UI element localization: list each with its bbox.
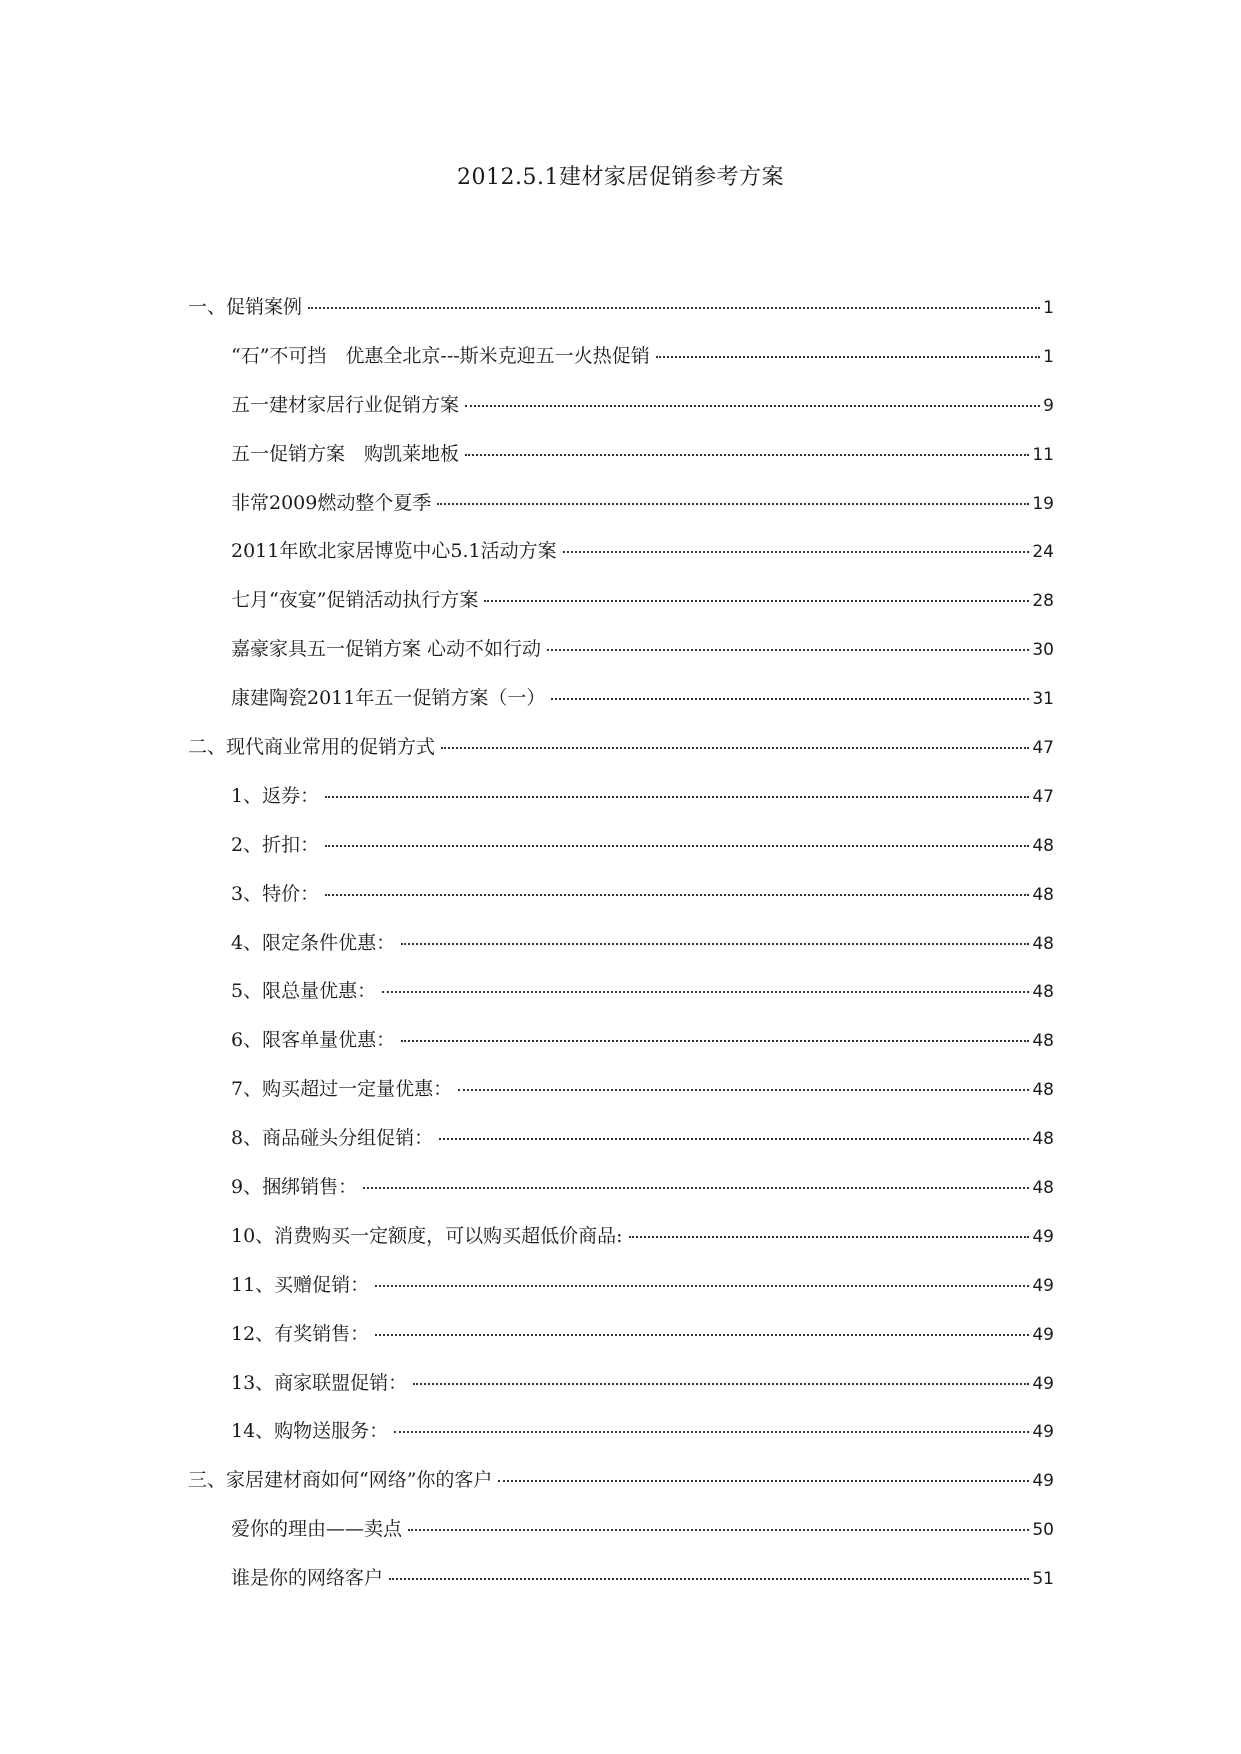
toc-dot-leader bbox=[375, 1285, 1029, 1287]
toc-entry[interactable] bbox=[188, 488, 1054, 537]
toc-dot-leader bbox=[656, 356, 1040, 358]
toc-dot-leader bbox=[458, 1089, 1029, 1091]
toc-dot-leader bbox=[551, 698, 1029, 700]
toc-entry[interactable] bbox=[188, 928, 1054, 977]
toc-dot-leader bbox=[325, 894, 1029, 896]
toc-entry-title: 8、商品碰头分组促销： bbox=[231, 1127, 434, 1150]
toc-dot-leader bbox=[382, 991, 1029, 993]
toc-page-number: 49 bbox=[1032, 1422, 1054, 1443]
toc-page-number: 49 bbox=[1032, 1373, 1054, 1394]
toc-entry-title: 二、现代商业常用的促销方式 bbox=[188, 736, 436, 759]
toc-dot-leader bbox=[629, 1236, 1030, 1238]
toc-entry[interactable] bbox=[188, 976, 1054, 1025]
toc-page-number: 49 bbox=[1032, 1226, 1054, 1247]
toc-page-number: 48 bbox=[1032, 884, 1054, 905]
toc-entry-title: 3、特价： bbox=[231, 882, 320, 905]
toc-entry-title: 康建陶瓷2011年五一促销方案（一） bbox=[231, 687, 546, 710]
toc-page-number: 11 bbox=[1032, 444, 1054, 465]
toc-entry-title: 嘉豪家具五一促销方案 心动不如行动 bbox=[231, 638, 542, 661]
toc-dot-leader bbox=[413, 1383, 1029, 1385]
toc-dot-leader bbox=[437, 503, 1029, 505]
toc-entry-title: 5、限总量优惠： bbox=[231, 980, 377, 1003]
toc-page-number: 47 bbox=[1032, 786, 1054, 807]
toc-page-number: 19 bbox=[1032, 493, 1054, 514]
toc-page-number: 48 bbox=[1032, 1031, 1054, 1052]
toc-entry[interactable] bbox=[188, 1319, 1054, 1368]
toc-entry-title: 12、有奖销售： bbox=[231, 1322, 370, 1345]
toc-page-number: 51 bbox=[1032, 1569, 1054, 1590]
toc-dot-leader bbox=[325, 796, 1029, 798]
toc-page-number: 48 bbox=[1032, 933, 1054, 954]
toc-entry[interactable] bbox=[188, 1270, 1054, 1319]
toc-dot-leader bbox=[389, 1578, 1029, 1580]
toc-entry[interactable] bbox=[188, 1514, 1054, 1563]
toc-entry[interactable] bbox=[188, 732, 1054, 781]
toc-dot-leader bbox=[465, 405, 1040, 407]
toc-entry[interactable] bbox=[188, 1123, 1054, 1172]
toc-entry[interactable] bbox=[188, 292, 1054, 341]
toc-entry-title: 13、商家联盟促销： bbox=[231, 1371, 408, 1394]
toc-page-number: 1 bbox=[1043, 346, 1054, 367]
toc-page-number: 48 bbox=[1032, 1080, 1054, 1101]
toc-page-number: 48 bbox=[1032, 835, 1054, 856]
toc-entry[interactable] bbox=[188, 1172, 1054, 1221]
toc-entry-title: 五一建材家居行业促销方案 bbox=[231, 393, 460, 416]
toc-entry[interactable] bbox=[188, 1025, 1054, 1074]
toc-dot-leader bbox=[439, 1138, 1029, 1140]
toc-dot-leader bbox=[363, 1187, 1029, 1189]
toc-page-number: 49 bbox=[1032, 1471, 1054, 1492]
toc-entry[interactable] bbox=[188, 341, 1054, 390]
toc-entry[interactable] bbox=[188, 1221, 1054, 1270]
toc-dot-leader bbox=[325, 845, 1029, 847]
toc-entry-title: 七月“夜宴”促销活动执行方案 bbox=[231, 589, 479, 612]
toc-entry-title: 爱你的理由——卖点 bbox=[231, 1518, 403, 1541]
toc-entry-title: 9、捆绑销售： bbox=[231, 1176, 358, 1199]
toc-entry-title: 11、买赠促销： bbox=[231, 1273, 370, 1296]
toc-page-number: 28 bbox=[1032, 591, 1054, 612]
toc-dot-leader bbox=[441, 747, 1029, 749]
toc-dot-leader bbox=[408, 1529, 1029, 1531]
toc-entry[interactable] bbox=[188, 1368, 1054, 1417]
toc-entry-title: 非常2009燃动整个夏季 bbox=[231, 491, 432, 514]
toc-page-number: 48 bbox=[1032, 1129, 1054, 1150]
toc-entry[interactable] bbox=[188, 1465, 1054, 1514]
toc-entry[interactable] bbox=[188, 683, 1054, 732]
toc-entry[interactable] bbox=[188, 830, 1054, 879]
toc-entry-title: 4、限定条件优惠： bbox=[231, 931, 396, 954]
toc-entry[interactable] bbox=[188, 634, 1054, 683]
toc-dot-leader bbox=[563, 551, 1030, 553]
toc-entry[interactable] bbox=[188, 781, 1054, 830]
toc-entry-title: 三、家居建材商如何“网络”你的客户 bbox=[188, 1469, 493, 1492]
toc-entry[interactable] bbox=[188, 536, 1054, 585]
toc-dot-leader bbox=[308, 307, 1040, 309]
toc-entry[interactable] bbox=[188, 585, 1054, 634]
toc-entry-title: “石”不可挡 优惠全北京---斯米克迎五一火热促销 bbox=[231, 344, 650, 367]
toc-entry-title: 谁是你的网络客户 bbox=[231, 1567, 384, 1590]
toc-page-number: 1 bbox=[1043, 298, 1054, 318]
toc-page-number: 47 bbox=[1032, 738, 1054, 759]
toc-page-number: 24 bbox=[1032, 542, 1054, 563]
toc-entry-title: 2011年欧北家居博览中心5.1活动方案 bbox=[231, 540, 557, 563]
toc-entry-title: 6、限客单量优惠： bbox=[231, 1029, 396, 1052]
toc-entry-title: 一、促销案例 bbox=[188, 296, 303, 318]
toc-entry-title: 10、消费购买一定额度，可以购买超低价商品: bbox=[231, 1224, 623, 1247]
toc-entry[interactable] bbox=[188, 439, 1054, 488]
toc-entry-title: 14、购物送服务： bbox=[231, 1420, 389, 1443]
toc-dot-leader bbox=[401, 943, 1029, 945]
toc-entry[interactable] bbox=[188, 1074, 1054, 1123]
toc-dot-leader bbox=[394, 1431, 1029, 1433]
toc-entry-title: 7、购买超过一定量优惠： bbox=[231, 1078, 453, 1101]
toc-dot-leader bbox=[465, 454, 1029, 456]
toc-page-number: 30 bbox=[1032, 640, 1054, 661]
toc-entry[interactable] bbox=[188, 879, 1054, 928]
toc-entry-title: 1、返券： bbox=[231, 784, 320, 807]
toc-entry[interactable] bbox=[188, 1416, 1054, 1465]
toc-page-number: 9 bbox=[1043, 395, 1054, 416]
toc-page-number: 48 bbox=[1032, 1178, 1054, 1199]
toc-dot-leader bbox=[375, 1334, 1029, 1336]
toc-entry-title: 2、折扣： bbox=[231, 833, 320, 856]
toc-dot-leader bbox=[484, 600, 1029, 602]
toc-dot-leader bbox=[547, 649, 1029, 651]
document-title: 2012.5.1建材家居促销参考方案 bbox=[457, 165, 784, 190]
toc-entry-title: 五一促销方案 购凯莱地板 bbox=[231, 442, 460, 465]
toc-page-number: 31 bbox=[1032, 689, 1054, 710]
toc-page-number: 49 bbox=[1032, 1275, 1054, 1296]
toc-dot-leader bbox=[498, 1480, 1029, 1482]
toc-page-number: 49 bbox=[1032, 1324, 1054, 1345]
toc-entry[interactable] bbox=[188, 390, 1054, 439]
toc-dot-leader bbox=[401, 1040, 1029, 1042]
table-of-contents bbox=[188, 292, 1054, 1612]
toc-page-number: 50 bbox=[1032, 1520, 1054, 1541]
toc-entry[interactable] bbox=[188, 1563, 1054, 1612]
toc-page-number: 48 bbox=[1032, 982, 1054, 1003]
